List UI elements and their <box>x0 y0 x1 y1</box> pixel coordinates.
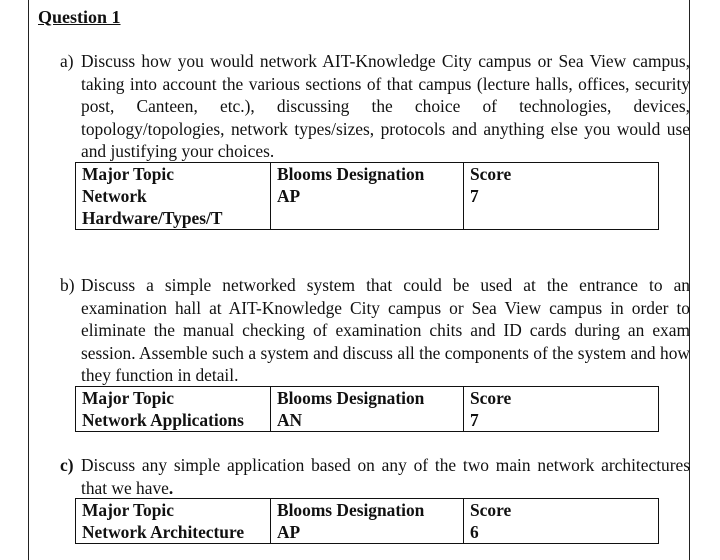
rubric-table-c <box>75 498 659 544</box>
table-cell <box>464 499 659 544</box>
table-cell <box>271 163 464 230</box>
rubric-table-b <box>75 386 659 432</box>
question-item-a <box>60 50 690 163</box>
item-text-body: Discuss any simple application based on any of the two main network architectures that we have <box>81 455 690 498</box>
table-cell <box>76 499 271 544</box>
blooms-value: AP <box>277 186 301 206</box>
blooms-header: Blooms Designation <box>277 164 425 184</box>
table-row <box>76 163 659 230</box>
major-topic-value: Network Hardware/Types/T <box>82 186 223 228</box>
rubric-table-a <box>75 162 659 230</box>
score-value: 7 <box>470 410 479 430</box>
major-topic-value: Network Architecture <box>82 522 245 542</box>
question-item-c <box>60 454 690 499</box>
table-row <box>76 387 659 432</box>
question-title: Question 1 <box>38 7 121 27</box>
score-header: Score <box>470 500 512 520</box>
blooms-header: Blooms Designation <box>277 500 425 520</box>
score-header: Score <box>470 164 512 184</box>
table-cell <box>76 387 271 432</box>
score-value: 6 <box>470 522 479 542</box>
item-text: Discuss a simple networked system that could be used at the entrance to an examination hall at AIT-Knowledge City campus or Sea View campus in order to eliminate the manual checking of examination chits and ID cards during an exam session. Assemble such a system and discuss all the components of the system and how they function in detail. <box>81 275 690 385</box>
score-value: 7 <box>470 186 479 206</box>
blooms-value: AP <box>277 522 301 542</box>
major-topic-value: Network Applications <box>82 410 244 430</box>
question-item-b <box>60 274 690 387</box>
score-header: Score <box>470 388 512 408</box>
item-marker: a) <box>60 51 74 71</box>
blooms-value: AN <box>277 410 303 430</box>
table-cell <box>76 163 271 230</box>
table-cell <box>271 387 464 432</box>
page-left-border <box>28 0 29 560</box>
item-marker: c) <box>60 455 74 475</box>
table-cell <box>464 387 659 432</box>
major-topic-header: Major Topic <box>82 500 174 520</box>
item-text-end: . <box>168 477 174 498</box>
blooms-header: Blooms Designation <box>277 388 425 408</box>
table-row <box>76 499 659 544</box>
item-text <box>81 454 690 499</box>
item-text: Discuss how you would network AIT-Knowledge City campus or Sea View campus, taking into account the various sections of that campus (lecture halls, offices, security post, Canteen, etc.), discussing the choice of technologies, devices, topology/topologies, network types/sizes, protocols and anything else you would use and justifying your choices. <box>81 51 690 161</box>
major-topic-header: Major Topic <box>82 164 174 184</box>
table-cell <box>271 499 464 544</box>
item-marker: b) <box>60 275 75 295</box>
major-topic-header: Major Topic <box>82 388 174 408</box>
table-cell <box>464 163 659 230</box>
